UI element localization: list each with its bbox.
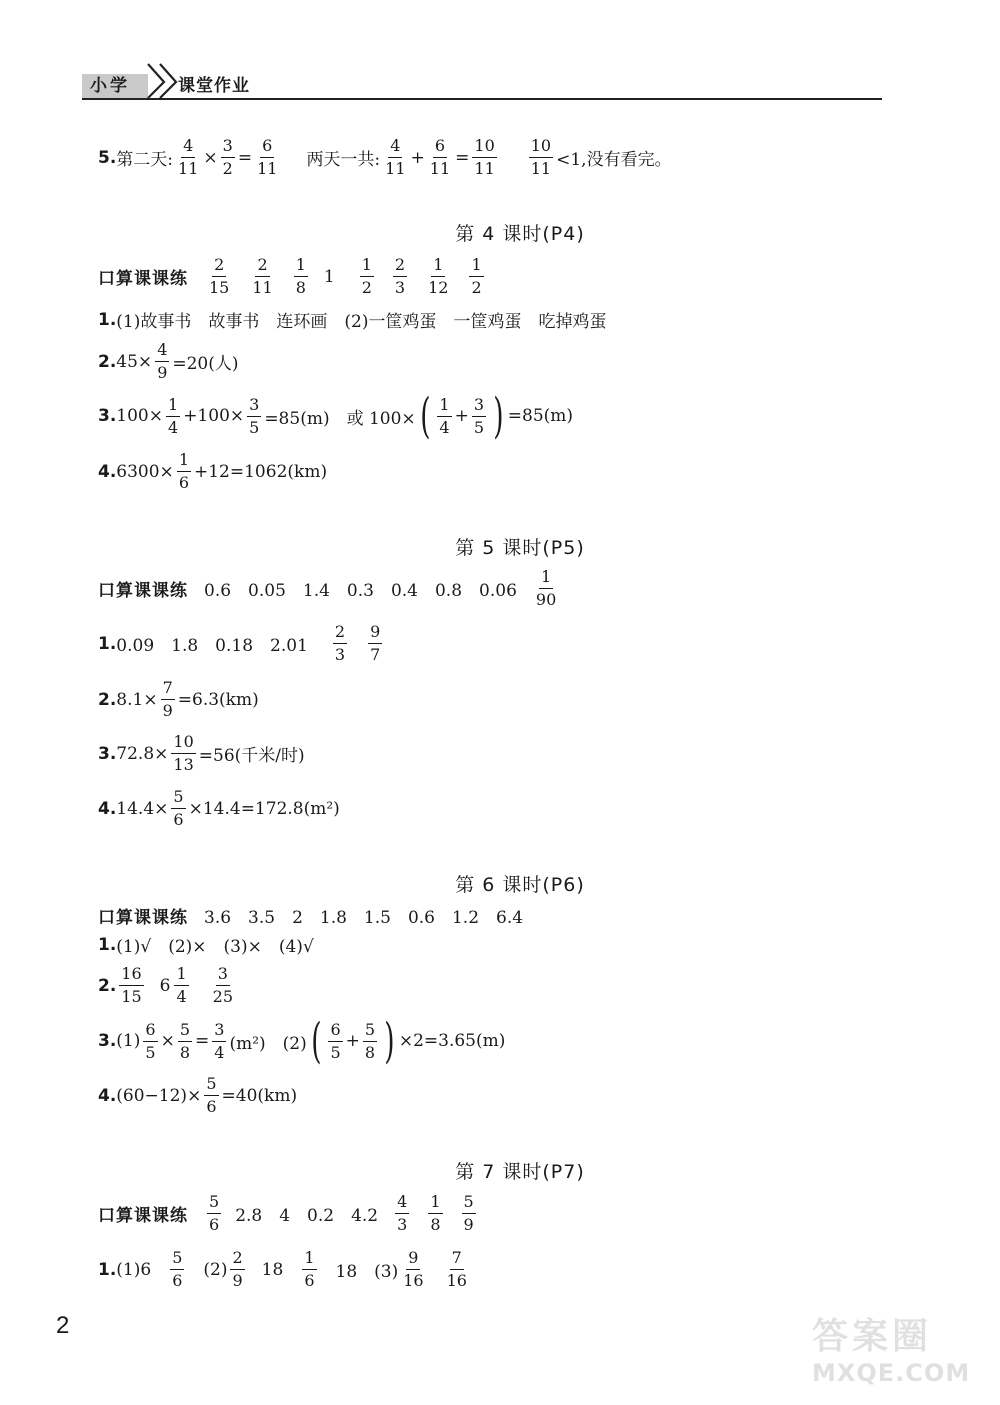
fraction: $\frac{1}{6}$ (178, 450, 189, 492)
fraction: $\frac{6}{5}$ (145, 1019, 156, 1062)
fraction: 1 4 (176, 964, 187, 1006)
header-rule (82, 98, 882, 100)
answer-4-q1: 1. (1)故事书 故事书 连环画 (2)一筐鸡蛋 一筐鸡蛋 吃掉鸡蛋 (98, 309, 607, 332)
fraction: $\frac{3}{5}$ (473, 394, 485, 437)
fraction: $\frac{3}{4}$ (214, 1019, 225, 1062)
fraction: $\frac{3}{5}$ (249, 394, 260, 437)
fraction: 4 3 (397, 1192, 408, 1234)
fraction: 2 3 (394, 255, 406, 297)
fraction: 1 2 (471, 255, 482, 297)
answer-5-q2: 2. 8.1× $\frac{7}{9}$ =6.3(km) (98, 678, 259, 720)
watermark-url: MXQE.COM (812, 1359, 971, 1387)
fraction: $\frac{4}{9}$ (157, 340, 168, 382)
watermark-text: 答案圈 (812, 1316, 933, 1357)
watermark-logo (812, 1308, 988, 1400)
fraction: 10 11 (530, 136, 552, 178)
answer-4-q2: 2. 45× $\frac{4}{9}$ =20(人) (98, 340, 239, 382)
fraction: 1 6 (304, 1248, 315, 1290)
fraction: $\frac{6}{11}$ (429, 136, 451, 178)
answer-6-q4: 4. (60−12)× $\frac{5}{6}$ =40(km) (98, 1074, 298, 1116)
fraction: $\frac{10}{11}$ (474, 136, 495, 178)
fraction: $\frac{10}{13}$ (173, 732, 194, 774)
section-title-lesson-7: 第 7 课时(P7) (455, 1161, 585, 1183)
section-title-lesson-5: 第 5 课时(P5) (455, 537, 585, 559)
fraction: 3 25 (212, 964, 234, 1006)
answer-6-q2: 2. 16 15 6 1 4 3 25 (98, 964, 234, 1006)
fraction: 5 6 (209, 1192, 220, 1234)
answer-5-q3: 3. 72.8× $\frac{10}{13}$ =56(千米/时) (98, 732, 305, 774)
section-title-lesson-6: 第 6 课时(P6) (455, 874, 585, 896)
answer-6-q3: 3. (1) $\frac{6}{5}$ × $\frac{5}{8}$ = $\frac{3}{4}$ (m²) (2) ( 6 5 + $\frac{5}{8}$ ) ×2=3.65(m) (98, 1013, 506, 1069)
fraction: 1 12 (428, 255, 449, 297)
fraction: 5 6 (172, 1248, 183, 1290)
page-number: 2 (56, 1312, 70, 1339)
header-title: 课堂作业 (178, 76, 250, 96)
right-paren: ) (384, 1013, 395, 1069)
right-paren: ) (493, 388, 504, 444)
left-paren: ( (310, 1013, 322, 1069)
fraction: 4 11 (385, 136, 406, 178)
section-title-lesson-4: 第 4 课时(P4) (455, 223, 585, 245)
fraction: 1 4 (439, 394, 450, 437)
fraction: $\frac{1}{4}$ (168, 394, 179, 437)
oral-practice-5: 口算课课练 0.6 0.05 1.4 0.3 0.4 0.8 0.06 1 90 (98, 567, 557, 609)
answer-7-q1: 1. (1)6 5 6 (2) 2 9 18 1 6 18 (3) 9 16 7 16 (98, 1248, 467, 1290)
fraction: $\frac{3}{2}$ (222, 136, 233, 178)
fraction: 16 15 (121, 964, 142, 1006)
answer-4-q3: 3. 100× $\frac{1}{4}$ +100× $\frac{3}{5}$ =85(m) 或 100× ( 1 4 + $\frac{3}{5}$ ) =85(m) (98, 388, 574, 444)
fraction: 2 15 (209, 255, 230, 297)
answer-4-q4: 4. 6300× $\frac{1}{6}$ +12=1062(km) (98, 450, 328, 492)
fraction: 2 11 (252, 255, 273, 297)
fraction: 2 9 (232, 1248, 243, 1290)
oral-practice-6: 口算课课练 3.6 3.5 2 1.8 1.5 0.6 1.2 6.4 (98, 908, 524, 928)
page-header (82, 58, 882, 100)
fraction: $\frac{5}{6}$ (206, 1074, 217, 1116)
fraction: 1 8 (295, 255, 306, 297)
fraction: 2 3 (334, 622, 346, 664)
fraction: $\frac{6}{11}$ (257, 136, 278, 178)
answer-6-q1: 1. (1)√ (2)× (3)× (4)√ (98, 934, 314, 957)
fraction: $\frac{5}{8}$ (364, 1019, 376, 1062)
fraction: $\frac{7}{9}$ (162, 678, 173, 720)
fraction: 1 8 (430, 1192, 441, 1234)
mixed-number: 6 1 4 (159, 964, 187, 1006)
fraction: 1 90 (535, 567, 557, 609)
fraction: 9 16 (403, 1248, 424, 1290)
fraction: 5 9 (463, 1192, 474, 1234)
oral-practice-7: 口算课课练 5 6 2.8 4 0.2 4.2 4 3 1 8 5 9 (98, 1192, 474, 1234)
fraction: 1 2 (361, 255, 372, 297)
fraction: $\frac{4}{11}$ (178, 136, 199, 178)
fraction: $\frac{5}{8}$ (179, 1019, 191, 1062)
fraction: $\frac{5}{6}$ (173, 787, 184, 829)
oral-practice-4: 口算课课练 2 15 2 11 1 8 1 1 2 2 3 1 12 1 2 (98, 255, 482, 297)
left-paren: ( (419, 388, 431, 444)
header-tag: 小学 (82, 74, 148, 98)
fraction: 9 7 (370, 622, 381, 664)
answer-5-q4: 4. 14.4× $\frac{5}{6}$ ×14.4=172.8(m²) (98, 787, 340, 829)
answer-q5: 5. 第二天: $\frac{4}{11}$ × $\frac{3}{2}$ = $\frac{6}{11}$ 两天一共: 4 11 + $\frac{6}{11}$ = $\frac{10}{11}$ 10 11 <1,没有看完。 (98, 136, 672, 178)
fraction: 7 16 (446, 1248, 467, 1290)
fraction: 6 5 (330, 1019, 341, 1062)
answer-5-q1: 1. 0.09 1.8 0.18 2.01 2 3 9 7 (98, 622, 381, 664)
